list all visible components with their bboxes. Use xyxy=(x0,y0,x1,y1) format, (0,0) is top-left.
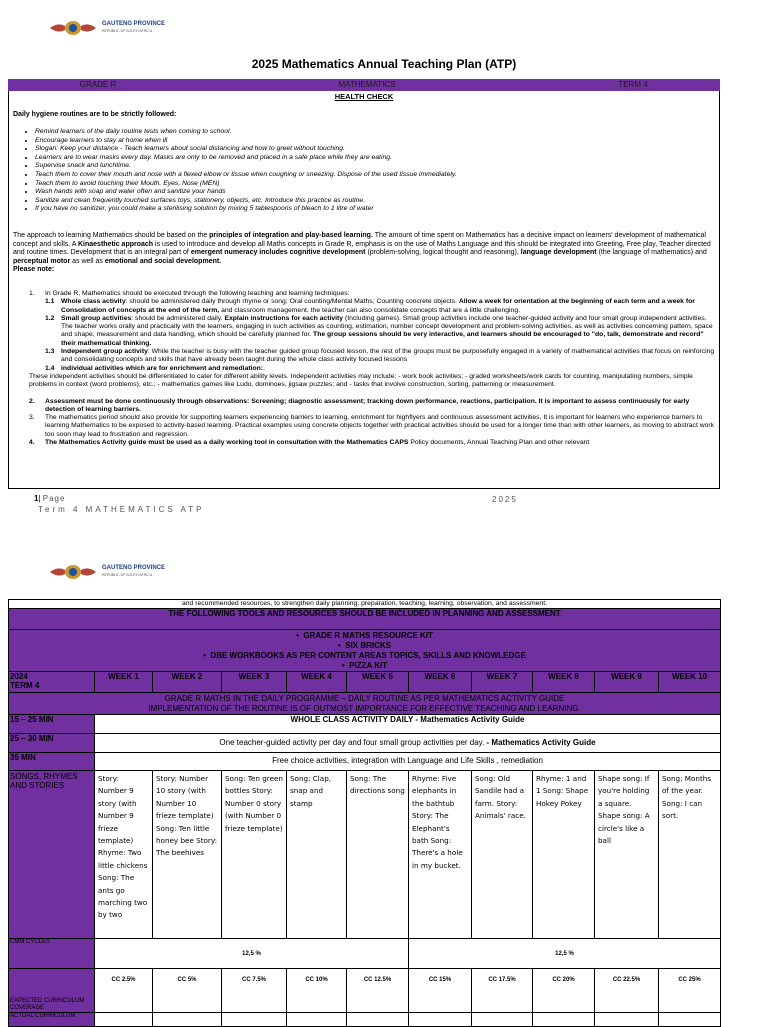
week-header: WEEK 8 xyxy=(533,672,595,693)
routine-activity: WHOLE CLASS ACTIVITY DAILY - Mathematics Activity Guide xyxy=(95,715,721,734)
logo-subtext: REPUBLIC OF SOUTH AFRICA xyxy=(102,29,153,33)
week-header: WEEK 10 xyxy=(659,672,721,693)
cmm-value: 12,5 % xyxy=(95,939,409,969)
ecc-value: CC 20% xyxy=(533,969,595,1013)
planning-table xyxy=(8,599,721,1027)
table-row xyxy=(9,1013,721,1027)
routine-activity: Free choice activities, integration with Language and Life Skills , remediation xyxy=(95,753,721,771)
ecc-value: CC 2.5% xyxy=(95,969,153,1013)
page-number: 1 xyxy=(34,494,39,503)
songs-cell: Song: Clap, snap and stamp xyxy=(287,771,347,939)
hygiene-item: • Teach them to cover their mouth and nose with a flexed elbow or tissue when coughing or sneezing. Dispose of the used tissue immediately. xyxy=(35,171,735,180)
songs-cell: Rhyme: Five elephants in the bathtub Story: The Elephant's bath Song: There's a hole in my bucket. xyxy=(409,771,472,939)
list-item: • DBE WORKBOOKS AS PER CONTENT AREAS TOPICS, SKILLS AND KNOWLEDGE xyxy=(203,651,526,660)
ecc-value: CC 10% xyxy=(287,969,347,1013)
songs-row xyxy=(9,771,721,939)
term-label: TERM 4 xyxy=(618,80,648,89)
songs-cell: Song: Months of the year. Song: I can sort. xyxy=(659,771,721,939)
week-header: WEEK 7 xyxy=(472,672,533,693)
hygiene-item: • If you have no sanitizer, you could make a sterilising solution by mixing 5 tablespoons of bleach to 1 litre of water xyxy=(35,205,735,214)
actual-label: ACTUAL CURRICULUM xyxy=(9,1013,95,1027)
table-row xyxy=(9,939,721,969)
document-title: 2025 Mathematics Annual Teaching Plan (ATP) xyxy=(251,57,517,71)
independent-activities-text: These independent activities should be differentiated to cater for different ability levels. Independent activities may include: - work book activities; - graded worksheets/work cards for counting, manipulating numbers, simple problems in context (word problems), etc.; - mathematics games like Ludo, dominoes, jigsaw puzzles; and - tasks that involve construction, sorting, patterning or measurement. xyxy=(29,372,693,389)
tools-list xyxy=(9,630,721,672)
page-footer: 1| Page xyxy=(34,494,66,503)
list-item: 1.2 Small group activities: should be administered daily. Explain instructions for each activity (Including games). Small group activities include one teacher-guided activity and four small group independent activities. The teacher works orally and practically with the learners, engaging in such activities as counting, estimation, number concept development and problem-solving activities, as well as activities concerning pattern, space and shape, measurement and data handling, which should be carefully planned for. The group sessions should be very interactive, and learners should be encouraged to "do, talk, demonstrate and record" their mathematical thinking. xyxy=(45,314,713,347)
page-word: Page xyxy=(42,494,66,503)
hygiene-item: • Learners are to wear masks every day. Masks are only to be removed and placed in a safe place while they are eating. xyxy=(35,154,735,163)
table-row xyxy=(9,734,721,753)
cmm-label: CMM CYCLES xyxy=(9,939,95,969)
hygiene-item: • Wash hands with soap and water often and sanitize your hands xyxy=(35,188,735,197)
list-item: 1.1 Whole class activity: should be administered daily through rhyme or song; Oral counting/Mental Maths; Counting concrete objects. Allow a week for orientation at the beginning of each term and a week for Consolidation of concepts at the end of the term, and classroom management. the teacher can also consolidate concepts that are a little challenging. xyxy=(45,298,695,314)
ecc-value: CC 7.5% xyxy=(222,969,287,1013)
year-term-cell: 2024 TERM 4 xyxy=(9,672,95,693)
ecc-value: CC 15% xyxy=(409,969,472,1013)
footer-term: Term 4 MATHEMATICS ATP xyxy=(38,505,205,514)
coat-of-arms-icon xyxy=(48,20,98,36)
list-item: • PIZZA KIT xyxy=(341,661,388,670)
table-row xyxy=(9,969,721,1013)
hygiene-item: • Encourage learners to stay at home when ill xyxy=(35,137,735,146)
table-row xyxy=(9,693,721,715)
table-row xyxy=(9,600,721,609)
hygiene-list xyxy=(0,128,735,214)
ecc-value: CC 25% xyxy=(659,969,721,1013)
ecc-value: CC 5% xyxy=(153,969,222,1013)
gauteng-logo xyxy=(48,564,165,580)
list-item: • GRADE R MATHS RESOURCE KIT xyxy=(296,631,433,640)
table-row xyxy=(9,715,721,734)
ecc-value: CC 17.5% xyxy=(472,969,533,1013)
list-item: 1. In Grade R, Mathematics should be executed through the following teaching and learning techniques: xyxy=(29,290,350,297)
hygiene-heading: Daily hygiene routines are to be strictly followed: xyxy=(13,111,177,118)
ecc-value: CC 12.5% xyxy=(347,969,409,1013)
list-item: 3. The mathematics period should also provide for supporting learners experiencing barriers to learning, enrichment for highflyers and continuous assessment activities. It is important for learners who experience barriers to learning Mathematics to be exposed to activity-based learning. Practical examples using concrete objects together with practical activities should be used for a longer time than with other learners, as moving to abstract work too soon may lead to frustration and regression. xyxy=(29,414,715,438)
time-label: 25 – 30 MIN xyxy=(9,734,95,753)
table-row xyxy=(9,609,721,630)
cmm-value: 12,5 % xyxy=(409,939,721,969)
hygiene-item: • Supervise snack and lunchtime. xyxy=(35,162,735,171)
approach-paragraph: The approach to learning Mathematics should be based on the principles of integration and play-based learning. The amount of time spent on Mathematics has a decisive impact on learners' development of mathematical concept and skills. A Kinaesthetic approach is used to introduce and develop all Maths concepts in Grade R, emphasis is on the use of Maths Language and this should be integrated into Greeting, Free play, Teacher directed and routine times. Development that is an integral part of emergent numeracy includes cognitive development (problem-solving, logical thought and reasoning), language development (the language of mathematics) and perceptual motor as well as emotional and social development. Please note: xyxy=(13,232,711,274)
routine-activity: One teacher-guided activity per day and four small group activities per day. - Mathematics Activity Guide xyxy=(95,734,721,753)
health-check-heading: HEALTH CHECK xyxy=(334,92,394,101)
list-item: 1.4 individual activities which are for enrichment and remediation:. xyxy=(45,364,265,372)
table-row xyxy=(9,630,721,672)
hygiene-item: • Remind learners of the daily routine tests when coming to school. xyxy=(35,128,735,137)
hygiene-item: • Slogan: Keep your distance - Teach learners about social distancing and how to greet without touching. xyxy=(35,145,735,154)
songs-cell: Story: Number 9 story (with Number 9 frieze template) Rhyme: Two little chickens Song: The ants go marching two by two xyxy=(95,771,153,939)
numbered-list xyxy=(29,290,715,447)
week-header-row xyxy=(9,672,721,693)
carry-over-text: and recommended resources, to strengthen daily planning, preparation, teaching, learning, observation, and assessment. xyxy=(9,600,721,609)
songs-cell: Song: Old Sandile had a farm. Story: Animals' race. xyxy=(472,771,533,939)
week-header: WEEK 9 xyxy=(595,672,659,693)
songs-cell: Song: Ten green bottles Story: Number 0 story (with Number 0 frieze template) xyxy=(222,771,287,939)
week-header: WEEK 2 xyxy=(153,672,222,693)
week-header: WEEK 3 xyxy=(222,672,287,693)
week-header: WEEK 6 xyxy=(409,672,472,693)
ecc-value: CC 22.5% xyxy=(595,969,659,1013)
tools-heading: THE FOLLOWING TOOLS AND RESOURCES SHOULD BE INCLUDED IN PLANNING AND ASSESSMENT xyxy=(9,609,721,630)
footer-year: 2025 xyxy=(492,495,518,504)
coat-of-arms-icon xyxy=(48,564,98,580)
songs-cell: Song: The directions song xyxy=(347,771,409,939)
list-item: • SIX BRICKS xyxy=(337,641,392,650)
week-header: WEEK 5 xyxy=(347,672,409,693)
hygiene-item: • Sanitize and clean frequently touched surfaces toys, stationery, objects, etc. Introduce this practice as routine. xyxy=(35,197,735,206)
list-item: 1.3 Independent group activity: While the teacher is busy with the teacher guided group focused lesson, the rest of the groups must be purposefully engaged in a variety of mathematical activities that focus on reinforcing and consolidating concepts and skills that have already been taught during the whole class activity focused lessons xyxy=(45,348,715,364)
ecc-label: EXPECTED CURRICULUM COVERAGE xyxy=(9,969,95,1013)
guidelines-box xyxy=(8,91,720,489)
time-label: 15 – 25 MIN xyxy=(9,715,95,734)
week-header: WEEK 1 xyxy=(95,672,153,693)
time-label: 35 MIN xyxy=(9,753,95,771)
subject-label: MATHEMATICS xyxy=(338,80,396,89)
logo-subtext: REPUBLIC OF SOUTH AFRICA xyxy=(102,573,153,577)
logo-text: GAUTENG PROVINCE xyxy=(102,21,166,27)
header-bar xyxy=(8,79,720,91)
logo-text: GAUTENG PROVINCE xyxy=(102,565,166,571)
list-item: 2. Assessment must be done continuously through observations: Screening; diagnostic assessment; tracking down performance, reactions, participation. It is important to assess continuously for early detection of learning barriers. xyxy=(29,397,690,413)
routine-note: GRADE R MATHS IN THE DAILY PROGRAMME – DAILY ROUTINE AS PER MATHEMATICS ACTIVITY GUIDE IMPLEMENTATION OF THE ROUTINE IS OF OUTMOST IMPORTANCE FOR EFFECTIVE TEACHING AND LEARNING. xyxy=(9,693,721,715)
please-note: Please note: xyxy=(13,266,55,274)
songs-cell: Rhyme: 1 and 1 Song: Shape Hokey Pokey xyxy=(533,771,595,939)
songs-cell: Story: Number 10 story (with Number 10 frieze template) Song: Ten little honey bee Story: The beehives xyxy=(153,771,222,939)
list-item: 4. The Mathematics Activity guide must be used as a daily working tool in consultation with the Mathematics CAPS Policy documents, Annual Teaching Plan and other relevant xyxy=(29,439,590,447)
songs-label: SONGS, RHYMES AND STORIES xyxy=(9,771,95,939)
songs-cell: Shape song: If you're holding a square. Shape song: A circle's like a ball xyxy=(595,771,659,939)
hygiene-item: • Teach them to avoid touching their Mouth, Eyes, Nose (MEN) xyxy=(35,180,735,189)
table-row xyxy=(9,753,721,771)
grade-label: GRADE R xyxy=(79,80,117,89)
week-header: WEEK 4 xyxy=(287,672,347,693)
gauteng-logo xyxy=(48,20,165,36)
